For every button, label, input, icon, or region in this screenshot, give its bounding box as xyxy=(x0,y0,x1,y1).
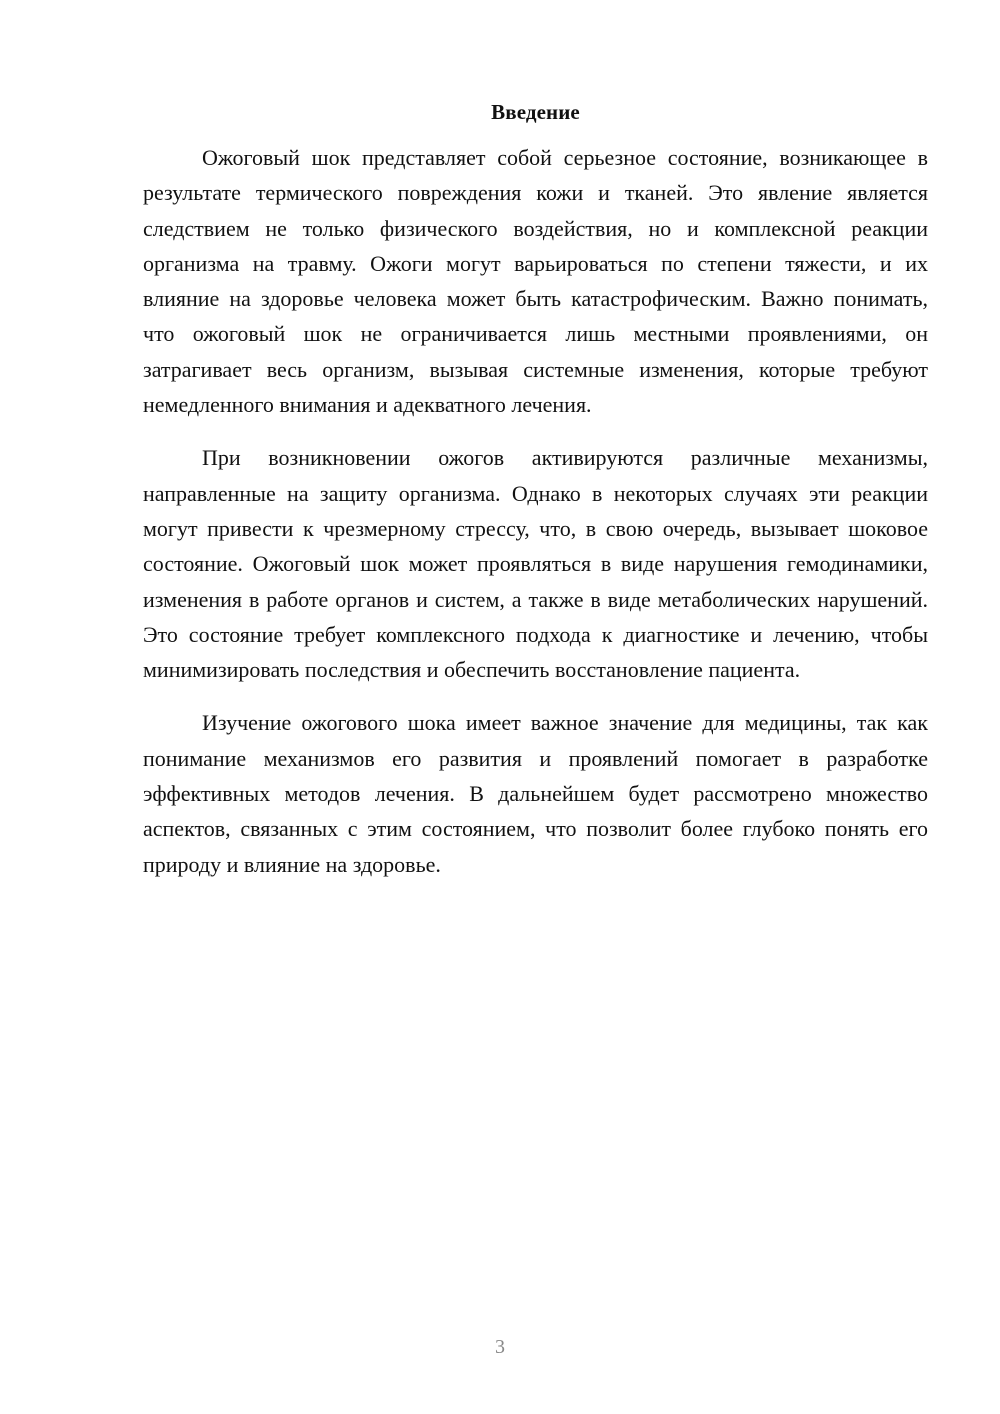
page-content xyxy=(143,96,928,900)
paragraph-2: При возникновении ожогов активируются различные механизмы, направленные на защиту организма. Однако в некоторых случаях эти реакции могут привести к чрезмерному стрессу, что, в свою очередь, вызывает шоковое состояние. Ожоговый шок может проявляться в виде нарушения гемодинамики, изменения в работе органов и систем, а также в виде метаболических нарушений. Это состояние требует комплексного подхода к диагностике и лечению, чтобы минимизировать последствия и обеспечить восстановление пациента. xyxy=(143,445,928,683)
section-heading: Введение xyxy=(491,100,580,124)
page-number: 3 xyxy=(495,1336,505,1358)
paragraph-1: Ожоговый шок представляет собой серьезное состояние, возникающее в результате термического повреждения кожи и тканей. Это явление является следствием не только физического воздействия, но и комплексной реакции организма на травму. Ожоги могут варьироваться по степени тяжести, и их влияние на здоровье человека может быть катастрофическим. Важно понимать, что ожоговый шок не ограничивается лишь местными проявлениями, он затрагивает весь организм, вызывая системные изменения, которые требуют немедленного внимания и адекватного лечения. xyxy=(143,145,928,418)
paragraph-3: Изучение ожогового шока имеет важное значение для медицины, так как понимание механизмов его развития и проявлений помогает в разработке эффективных методов лечения. В дальнейшем будет рассмотрено множество аспектов, связанных с этим состоянием, что позволит более глубоко понять его природу и влияние на здоровье. xyxy=(143,710,928,877)
